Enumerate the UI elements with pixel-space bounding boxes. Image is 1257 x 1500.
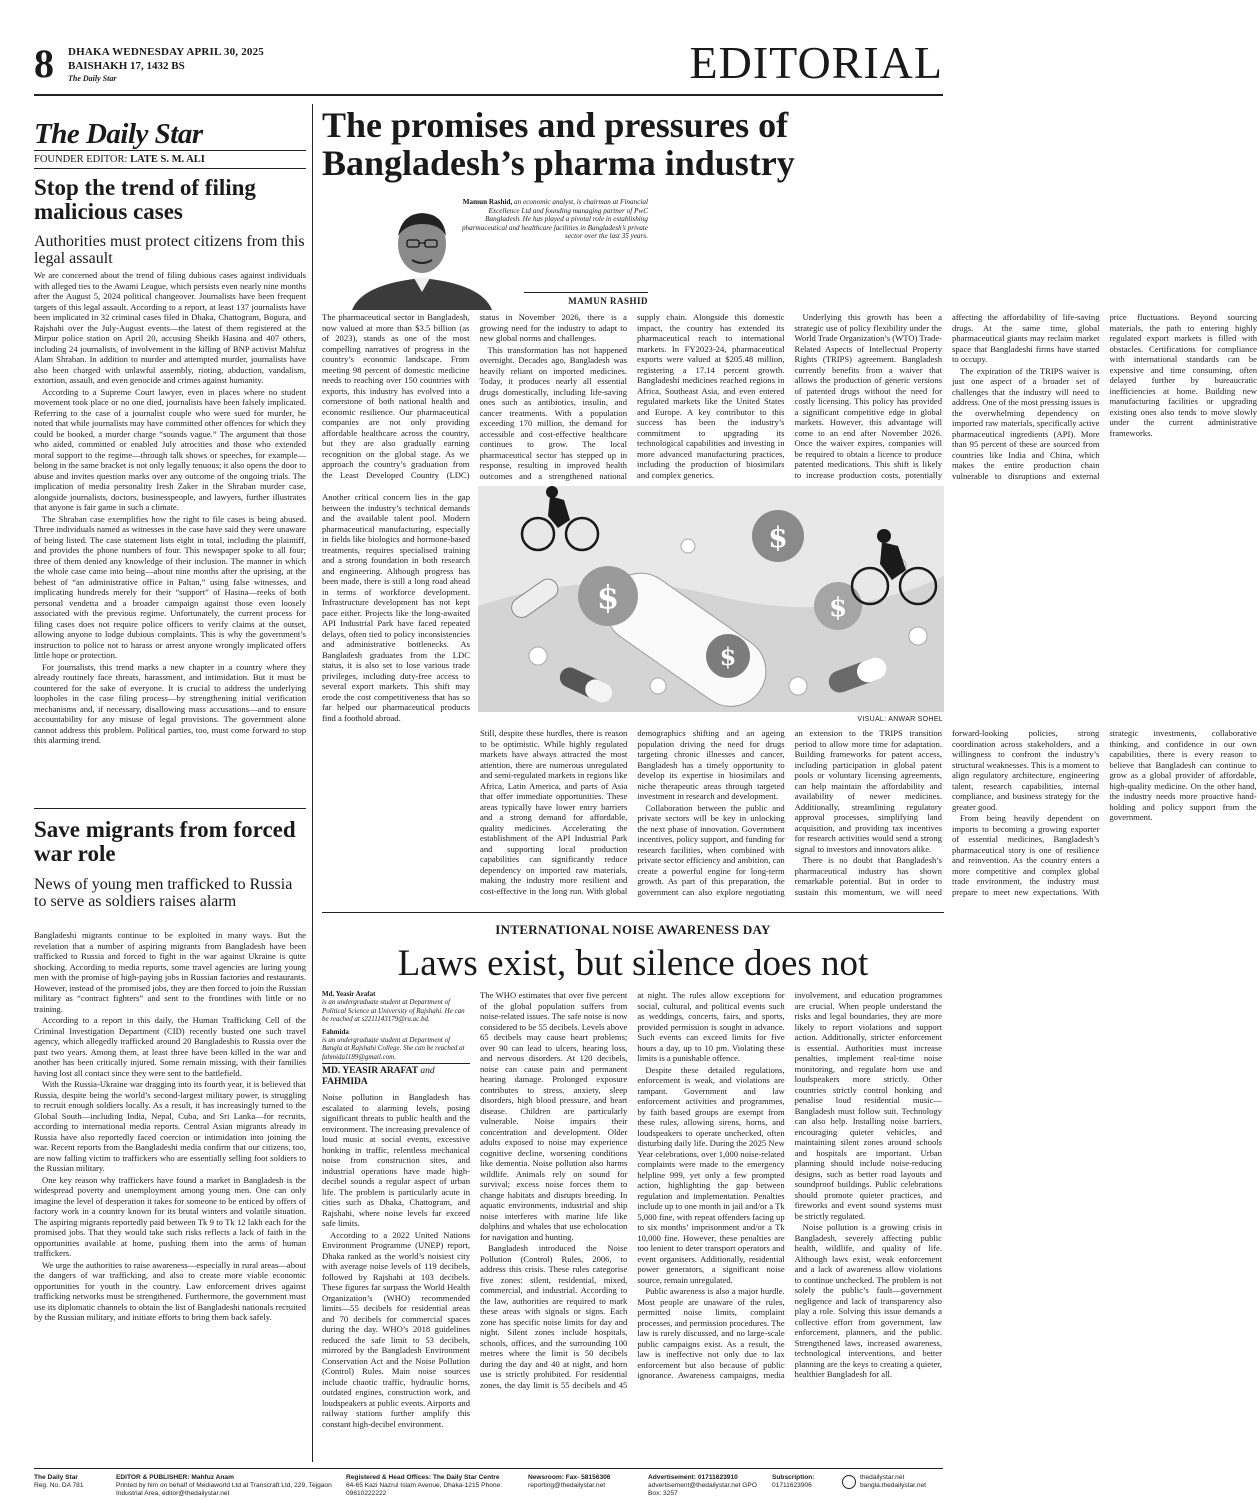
date-line: DHAKA WEDNESDAY APRIL 30, 2025	[68, 46, 264, 58]
pharma-paragraph: This transformation has not happened overnight. Decades ago, Bangladesh was heavily reliant on imported medicines. Today, it produces nearly all essential drugs domestically, including life-saving ones such as antibiotics, insulin, and cancer treatments. With a population exceeding 170 million, the demand for accessible and cost-effective healthcare continues to grow. The local pharmaceutical sector has stepped up in response, resulting in improved health outcomes and a strengthened national supply chain. Alongside this domestic impact, the country has extended its pharmaceutical reach to international markets. In FY2023-24, pharmaceutical exports were valued at $205.48 million, registering a 17.14 percent growth. Bangladeshi medicines reached regions in Africa, Southeast Asia, and even entered regulated markets like the United States and Europe. A key contributor to this success has been the industry’s commitment to upgrading its technological capabilities and investing in more advanced manufacturing practices, including the production of biosimilars and complex generics.	[479, 312, 785, 481]
noise-paragraph: Noise pollution in Bangladesh has escalated to alarming levels, posing significant threats to public health and the environment. The increasing prevalence of loud music at social events, excessive honking in traffic, relentless mechanical noise from construction sites, and industrial operations have made high-decibel sounds a regular aspect of urban life. The problem is particularly acute in cities such as Dhaka, Chattogram, and Rajshahi, where noise levels far exceed safe limits.	[322, 1092, 470, 1228]
pharma-body-side	[322, 492, 470, 904]
pharma-paragraph: Underlying this growth has been a strategic use of policy flexibility under the World Trade Organization’s (WTO) Trade-Related Aspects of Intellectual Property Rights (TRIPS) agreement. Bangladesh currently benefits from a waiver that allows the production of generic versions of patented drugs without the need for costly licensing. This policy has provided a significant competitive edge in global markets. However, this advantage will come to an end after November 2026. Once the waiver expires, companies will be required to obtain a licence to produce patented medications. This shift is likely to increase production costs, potentially affecting the affordability of life-saving drugs. At the same time, global pharmaceutical giants may reclaim market space that Bangladeshi firms have started to occupy.	[794, 312, 1100, 480]
pharma-paragraph: The expiration of the TRIPS waiver is just one aspect of a broader set of challenges that the industry will need to address. One of the most pressing issues is the overwhelming dependency on imported raw materials, specifically active pharmaceutical ingredients (API). More than 95 percent of these are sourced from countries like India and China, which makes the entire production chain vulnerable to disruptions and external price fluctuations. Beyond sourcing materials, the path to entering highly regulated export markets is filled with obstacles. Certifications for compliance with international standards can be expensive and time consuming, often delayed further by bureaucratic inefficiencies at home. Building new manufacturing facilities or upgrading existing ones also tends to move slowly under the current administrative frameworks.	[952, 312, 1257, 481]
noise-paragraph: Public awareness is also a major hurdle. Most people are unaware of the rules, permitted noise limits, complaint processes, and permission procedures. The law is rarely discussed, and no large-scale public campaigns exist. As a result, the law is ineffective not only due to lax enforcement but also because of public ignorance. Awareness campaigns, media involvement, and education programmes are crucial. When people understand the risks and legal boundaries, they are more likely to report violations and support action. Additionally, stricter enforcement is essential. Authorities must increase penalties, implement real-time noise monitoring, and regulate horn use and loudspeakers more strictly. Other countries strictly control honking and penalise loud residential music—Bangladesh must follow suit. Technology can also help. Installing noise barriers, encouraging quieter vehicles, and maintaining silent zones around schools and hospitals are important. Urban planning should include noise-reducing designs, such as better road layouts and soundproof buildings. Public celebrations should promote quieter practices, and fireworks and event sound systems must be strictly regulated.	[637, 990, 942, 1380]
editorial2-headline: Save migrants from forced war role	[34, 817, 296, 866]
pharma-headline: The promises and pressures of Bangladesh’s pharma industry	[322, 105, 795, 183]
founder-line	[34, 154, 205, 165]
author-name: Mamun Rashid,	[462, 198, 513, 206]
footer-editor-text: Printed by him on behalf of Mediaworld Ltd at Transcraft Ltd, 229, Tejgaon Industrial Area, editor@thedailystar.net	[116, 1482, 332, 1497]
founder-name: LATE S. M. ALI	[130, 154, 205, 165]
editorial2-paragraph: We urge the authorities to raise awareness—especially in rural areas—about the dangers of war trafficking, and also to create more viable economic opportunities for youth in the country. Law enforcement drives against trafficking networks must be strengthened. Furthermore, the government must use its diplomatic channels to obtain the list of Bangladeshi nationals recruited by the Russian military, and initiate efforts to bring them back safely.	[34, 1259, 306, 1322]
paper-small-logo: The Daily Star	[68, 74, 117, 83]
footer-reg	[34, 1474, 104, 1490]
noise-paragraph: The WHO estimates that over five percent of the global population suffers from noise-related issues. The safe noise is now considered to be 55 decibels. Levels above 65 decibels may cause heart problems; over 90 can lead to ulcers, hearing loss, and nervous disorders. At 120 decibels, noise can cause pain and permanent hearing damage. Prolonged exposure contributes to stress, anxiety, sleep disorders, high blood pressure, and heart disease. Children are particularly vulnerable. Noise impairs their concentration and development. Older adults exposed to noise may experience cognitive decline, worsening conditions like dementia. Noise pollution also harms wildlife. Animals rely on sound for survival; excess noise forces them to change habitats and disrupts breeding. In aquatic environments, industrial and ship noise interferes with marine life like dolphins and whales that use echolocation for navigation and hunting.	[480, 990, 628, 1242]
noise-body-first	[322, 1092, 470, 1462]
noise-headline: Laws exist, but silence does not	[397, 943, 869, 984]
pharma-paragraph: Collaboration between the public and private sectors will be key in unlocking the next phase of innovation. Government incentives, policy support, and funding for research facilities, when combined with private sector efficiency and ambition, can create a powerful engine for long-term growth. As part of this preparation, the government can also explore negotiating an extension to the TRIPS transition period to allow more time for adaptation. Building frameworks for patent access, including participation in global patent pools or voluntary licensing agreements, can help maintain the affordability and availability of newer medicines. Additionally, streamlining regulatory approval processes, simplifying land acquisition, and providing tax incentives for research activities would send a strong signal to investors and innovators alike.	[637, 728, 942, 897]
footer-rule	[34, 1468, 943, 1469]
pharma-body-upper	[322, 312, 1257, 490]
author-bio	[460, 198, 648, 241]
footer-sub-title: Subscription:	[772, 1474, 815, 1481]
bangla-date: BAISHAKH 17, 1432 BS	[68, 60, 185, 72]
pharma-paragraph: Still, despite these hurdles, there is reason to be optimistic. While highly regulated markets have always attracted the most attention, there are numerous unregulated and semi-regulated markets in regions like Africa, Latin America, and parts of Asia that offer immediate opportunities. These areas typically have lower entry barriers and a strong demand for affordable, quality medicines. Accelerating the establishment of the API Industrial Park and supporting local production capabilities can significantly reduce dependency on imported raw materials, making the industry more resilient and cost-effective in the long run. With global demographics shifting and an ageing population driving the need for drugs targeting chronic illnesses and cancer, Bangladesh has a timely opportunity to develop its expertise in biosimilars and niche therapeutic areas through targeted investment in research and development.	[480, 728, 785, 896]
footer-ad-title: Advertisement: 01711623910	[648, 1474, 738, 1481]
column-divider	[312, 104, 313, 1462]
editorial1-body	[34, 270, 306, 790]
noise-paragraph: Noise pollution is a growing crisis in Bangladesh, severely affecting public health, wildlife, and quality of life. Although laws exist, weak enforcement and a lack of awareness allow violations to continue unchecked. The problem is not solely the public’s fault—government negligence and lack of transparency also play a role. Solving this issue demands a collective effort from government, law enforcement, planners, and the public. Strengthened laws, increased awareness, technological interventions, and better planning are the keys to creating a quieter, healthier Bangladesh for all.	[794, 1222, 942, 1379]
editorial1-paragraph: For journalists, this trend marks a new chapter in a country where they already routinely face threats, harassment, and intimidation. But it must be countered for the sake of everyone. It is crucial to address the underlying loopholes in the case filing process—by strengthening initial verification mechanisms and, if necessary, disallowing mass accusations—and to ensure accountability for any misuse of legal provisions. The government alone cannot address this problem. Political parties, too, must come forward to stop this alarming trend.	[34, 661, 306, 745]
editorial2-paragraph: With the Russia-Ukraine war dragging into its fourth year, it is believed that Russia, despite being the world’s second-largest military power, is struggling to recruit enough soldiers locally. As a result, it has increasingly turned to the Global South—including India, Nepal, Cuba, and Sri Lanka—for recruits, according to international media reports. Central Asian migrants already in Russia have also reportedly faced coercion or intimidation into joining the war. Recent reports from the Bangladeshi media confirm that our citizens, too, are now falling victim to traffickers who are essentially selling foot soldiers to the Russian military.	[34, 1079, 306, 1173]
visual-credit: VISUAL: ANWAR SOHEL	[857, 716, 943, 723]
pharma-paragraph: From being heavily dependent on imports to becoming a growing exporter of essential medicines, Bangladesh’s pharmaceutical story is one of resilience and reinvention. As the country enters a more competitive and complex global trade environment, the industry must prepare to meet new expectations. With strategic investments, collaborative thinking, and confidence in our own capabilities, there is every reason to believe that Bangladesh can continue to grow as a global provider of affordable, high-quality medicine. On the other hand, the industry needs more proactive hand-holding and policy support from the government.	[951, 728, 1257, 897]
noise-author-box	[322, 990, 470, 1061]
founder-rule	[34, 168, 306, 169]
pharma-paragraph: The pharmaceutical sector in Bangladesh, now valued at more than $3.5 billion (as of 2023), stands as one of the most compelling narratives of progress in the country’s economic landscape. From meeting 98 percent of domestic medicine needs to reaching over 150 countries with exports, this industry has evolved into a cornerstone of both national health and economic resilience. Our pharmaceutical companies are not only providing affordable healthcare across the country, but they are also gradually earning recognition on the global stage. As we approach the country’s graduation from the Least Developed Country (LDC) status in November 2026, there is a growing need for the industry to adapt to new global norms and challenges.	[322, 312, 627, 480]
noise-byline-and: and	[420, 1066, 435, 1076]
svg-text:$: $	[828, 593, 848, 623]
svg-text:$: $	[596, 578, 620, 616]
editorial1-paragraph: The Shraban case exemplifies how the right to file cases is being abused. Three individuals named as witnesses in the case have said they were unaware of being listed. The case statement lists eight in total, including the plaintiff, and provides the phone numbers of four. This newspaper spoke to all four; three of them denied any knowledge of their inclusion. The manner in which the whole case came into being—about nine months after the uprising, at the behest of “an administrative office in Paltan,” using false witnesses, and implicating hundreds merely for their “support” of Hasina—reeks of both personal vendetta and a broader campaign against those even loosely associated with the previous regime. Unfortunately, the current process for filing cases does not require police officers to verify claims at the outset, allowing anyone to lodge dubious complaints. This is why the government’s instruction to police not to harass or arrest anyone wrongly implicated offers little hope or protection.	[34, 513, 306, 660]
footer-web-link-bangla[interactable]: bangla.thedailystar.net	[860, 1482, 926, 1489]
noise-byline-second: FAHMIDA	[322, 1077, 368, 1087]
pharma-byline: MAMUN RASHID	[568, 296, 648, 306]
pharma-illustration	[478, 486, 944, 712]
editorial2-paragraph: Bangladeshi migrants continue to be exploited in many ways. But the revelation that a number of aspiring migrants from Bangladesh have been trafficked to Russia and forced to fight in the war against Ukraine is quite shocking. According to media reports, some travel agencies are luring young men with the promise of high-paying jobs in Russian factories and restaurants. However, instead of the promised jobs, they are then forced to join the Russian military as “contract fighters” and sent to the frontlines with little or no training.	[34, 930, 306, 1014]
header-rule	[34, 94, 943, 96]
footer-web-link[interactable]: thedailystar.net	[860, 1474, 905, 1481]
editorial2-paragraph: According to a report in this daily, the Human Trafficking Cell of the Criminal Investigation Department (CID) recently busted one such travel agency, which allegedly trafficked around 20 Bangladeshis to Russia over the past two years. Among them, at least three have been killed in the war and another has been critically injured. Some remain missing, with their families having lost all contact since they were sent to the battlefield.	[34, 1015, 306, 1078]
author-description: an economic analyst, is chairman at Financial Excellence Ltd and founding managing partner of PwC Bangladesh. He has played a pivotal role in establishing pharmaceutical and healthcare facilities in Bangladesh’s private sector over the last 35 years.	[461, 198, 648, 241]
globe-icon	[842, 1475, 856, 1489]
noise-paragraph: Bangladesh introduced the Noise Pollution (Control) Rules, 2006, to address this crisis. These rules categorise five zones: silent, residential, mixed, commercial, and industrial. According to the law, authorities are required to mark these areas with signals or signs. Each zone has specific noise limits for day and night. Silent zones include hospitals, schools, offices, and the surrounding 100 metres where the limit is 50 decibels during the day and 40 at night, and horn use is strictly prohibited. For residential zones, the day limit is 55 decibels and 45 at night. The rules allow exceptions for social, cultural, and political events such as weddings, concerts, fairs, and sports, provided permission is sought in advance. Such events can exceed limits for five hours a day, up to 10 pm. Violating these limits is a punishable offence.	[480, 990, 785, 1390]
pharma-paragraph: Another critical concern lies in the gap between the industry’s technical demands and the available talent pool. Modern pharmaceutical manufacturing, especially in fields like biologics and hormone-based treatments, requires specialised training and a strong foundation in both research and engineering. Although progress has been made, there is still a long road ahead in terms of workforce development. Infrastructure development has not kept pace either. Projects like the long-awaited API Industrial Park have faced repeated delays, often tied to policy inconsistencies and administrative bottlenecks. As Bangladesh graduates from the LDC status, it is also set to lose various trade privileges, including duty-free access to several export markets. This shift may erode the cost competitiveness that has so far helped our pharmaceutical products find a foothold abroad.	[322, 492, 470, 723]
editorial2-paragraph: One key reason why traffickers have found a market in Bangladesh is the widespread poverty and unemployment among young men. One can only imagine the level of desperation it takes for someone to be enticed by offers of factory work in a country known for its brutal winters and volatile situation. The aspiring migrants reportedly paid between Tk 9 to Tk 12 lakh each for the promised jobs. That they would take such risks reflects a lack of faith in the opportunities available at home, pushing them into the arms of human traffickers.	[34, 1174, 306, 1258]
article-separator	[322, 912, 944, 913]
masthead-rule	[34, 150, 306, 151]
footer-ad-text[interactable]: advertisement@thedailystar.net GPO Box: 3257	[648, 1482, 757, 1497]
editorial2-body	[34, 930, 306, 1460]
noise-byline-rule	[322, 1063, 470, 1064]
footer-office-title: Registered & Head Offices: The Daily Star Centre	[346, 1474, 500, 1481]
section-title: EDITORIAL	[689, 37, 943, 88]
editorial-separator	[34, 808, 306, 809]
noise-paragraph: According to a 2022 United Nations Environment Programme (UNEP) report, Dhaka ranked as the world’s noisiest city with average noise levels of 119 decibels, followed by Rajshahi at 103 decibels. These figures far surpass the World Health Organization’s (WHO) recommended limits—55 decibels for residential areas and 70 decibels for commercial spaces during the day. WHO’s 2018 guidelines reduced the safe limit to 53 decibels, mirrored by the Bangladesh Environment Conservation Act and the Noise Pollution (Control) Rules. Main noise sources include chaotic traffic, hydraulic horns, outdated engines, construction work, and loudspeakers at public events. Airports and railway stations further amplify this constant high-decibel environment.	[322, 1229, 470, 1429]
footer-editor	[116, 1474, 334, 1498]
footer-office	[346, 1474, 516, 1498]
svg-text:$: $	[719, 642, 737, 671]
noise-author2-name: Fahmida	[322, 1027, 349, 1036]
noise-paragraph: Despite these detailed regulations, enforcement is weak, and violations are rampant. Government and law enforcement activities and programmes, by faith based groups are exempt from these rules, allowing sirens, horns, and loudspeakers to operate unchecked, often disturbing daily life. During the 2025 New Year celebrations, over 1,000 noise-related complaints were made to the emergency helpline 999, yet only a few prompted action, highlighting the gap between regulation and implementation. Penalties include up to one month in jail and/or a Tk 5,000 fine, with repeat offenders facing up to six months’ imprisonment and/or a Tk 10,000 fine. However, these penalties are too lenient to deter transport operators and event organisers. Additionally, residential power generators, a significant noise source, remain unregulated.	[637, 1064, 785, 1285]
founder-label: FOUNDER EDITOR:	[34, 154, 128, 165]
editorial1-subhead: Authorities must protect citizens from this legal assault	[34, 233, 305, 267]
footer-sub-phone: 01711623906	[772, 1482, 812, 1489]
pharma-body-lower	[480, 728, 1257, 904]
pharma-paragraph: There is no doubt that Bangladesh’s pharmaceutical industry has shown remarkable potential. But in order to sustain this momentum, we will need forward-looking policies, strong coordination across stakeholders, and a willingness to confront the industry’s structural weaknesses. This is a moment to align regulatory architecture, engineering talent, research capabilities, internal compliance, and business strategy for the greater good.	[794, 728, 1100, 897]
footer-editor-title: EDITOR & PUBLISHER: Mahfuz Anam	[116, 1474, 234, 1481]
footer-newsroom-email[interactable]: reporting@thedailystar.net	[528, 1482, 606, 1489]
editorial1-paragraph: According to a Supreme Court lawyer, even in places where no student movement took place or no one died, journalists have been falsely implicated. Referring to the case of a journalist couple who were sued for murder, he noted that while journalists may have committed other offences for which they could be booked, a murder charge “sounds vague.” The argument that those who aided, committed or enabled July atrocities and those who extended moral support to the regime—through talk shows or speeches, for example—belong in the same bracket is not only legally tenuous; it also opens the door to abuse and invites question marks over any outcome of the ongoing trials. The implication of media personality Iresh Zaker in the Shraban murder case, alongside journalists, doctors, businesspeople, and lawyers, further illustrates that anyone is fair game in such a climate.	[34, 386, 306, 512]
footer-advertisement	[648, 1474, 758, 1498]
byline-rule	[524, 292, 648, 293]
noise-author1-bio: is an undergraduate student at Department of Political Science at University of Rajshahi. He can be reached at s2211143179@ru.ac.bd.	[322, 998, 465, 1024]
footer-newsroom	[528, 1474, 638, 1490]
noise-author2-bio: is an undergraduate student at Department of Bangla at Rajshahi College. She can be reached at fahmida1189@gmail.com.	[322, 1036, 465, 1061]
editorial1-paragraph: We are concerned about the trend of filing dubious cases against individuals with alleged ties to the Awami League, which persists even nearly nine months after the August 5, 2024 political changeover. Journalists have been frequent targets of this legal assault. According to a report, at least 137 journalists have been implicated in 32 criminal cases filed in Dhaka, Chattogram, Bogura, and Rajshahi over the July-August events—the latest of them registered at the Mirpur police station on April 20, accusing Sheikh Hasina and 407 others, including 24 journalists, of involvement in the killing of BNP activist Mahfuz Alam Shraban. In addition to murder and attempted murder, journalists have also been charged with unlawful assembly, rioting, abduction, vandalism, extortion, assault, and even genocide and crimes against humanity.	[34, 270, 306, 385]
footer-reg-no: Reg. No. DA 781	[34, 1482, 84, 1489]
noise-kicker: INTERNATIONAL NOISE AWARENESS DAY	[495, 922, 771, 937]
editorial2-subhead: News of young men trafficked to Russia to serve as soldiers raises alarm	[34, 876, 293, 910]
noise-byline-main: MD. YEASIR ARAFAT	[322, 1066, 418, 1076]
page-number: 8	[34, 41, 54, 86]
svg-text:$: $	[768, 521, 788, 554]
masthead-logo: The Daily Star	[34, 118, 203, 150]
noise-author1-name: Md. Yeasir Arafat	[322, 990, 376, 998]
footer-subscription	[772, 1474, 834, 1490]
noise-body-rest	[480, 990, 942, 1462]
noise-byline	[322, 1066, 470, 1088]
footer-web	[842, 1474, 944, 1490]
footer-office-text: 64-65 Kazi Nazrul Islam Avenue, Dhaka-1215 Phone: 09610222222	[346, 1482, 503, 1497]
footer-newsroom-title: Newsroom: Fax- 58156306	[528, 1474, 611, 1481]
footer-paper-name: The Daily Star	[34, 1474, 78, 1481]
editorial1-headline: Stop the trend of filing malicious cases	[34, 175, 256, 224]
